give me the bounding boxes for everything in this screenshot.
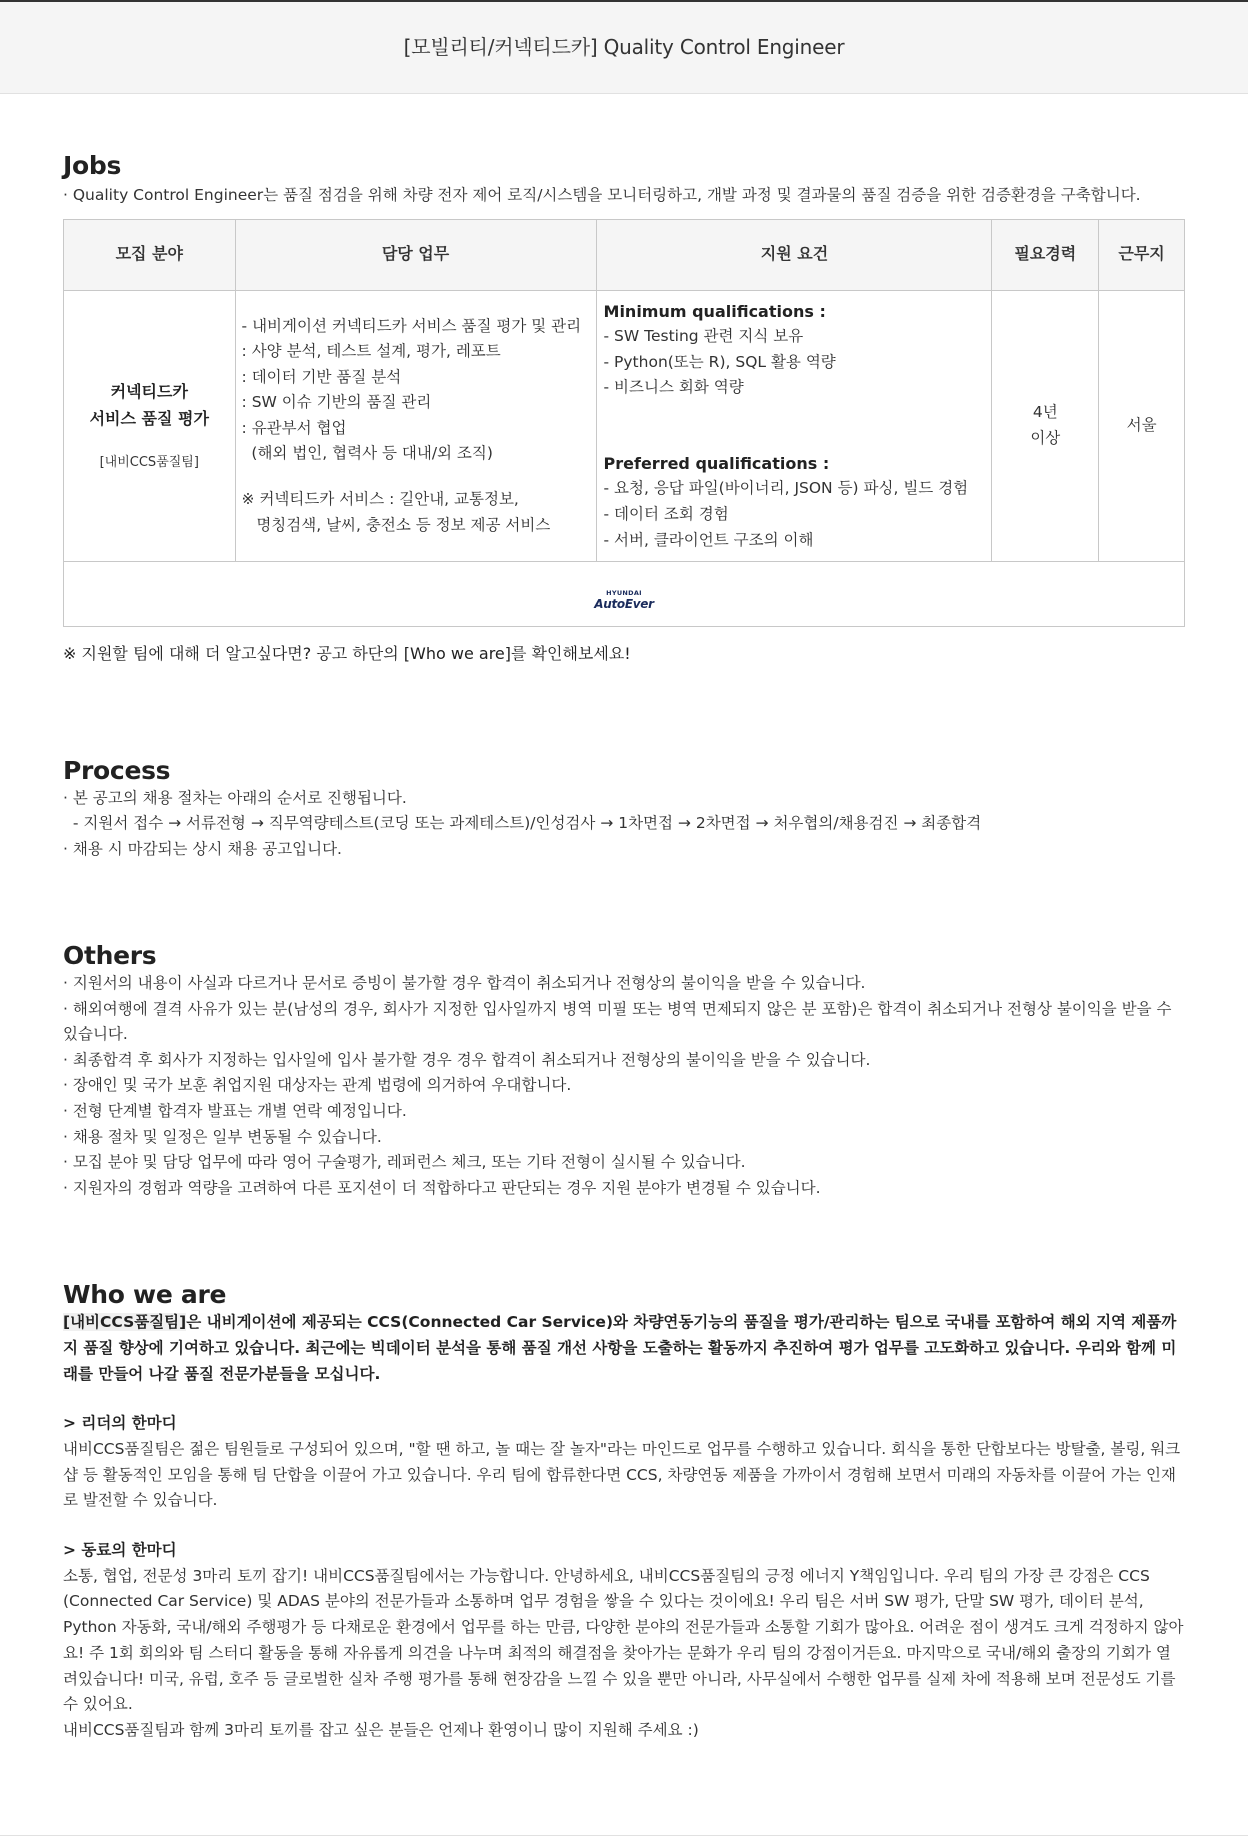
duty-note-line: 명칭검색, 날씨, 충전소 등 정보 제공 서비스 — [241, 515, 551, 534]
team-name: [내비CCS품질팀] — [63, 1313, 187, 1332]
experience-years: 4년 — [1032, 403, 1058, 422]
process-title: Process — [63, 755, 171, 785]
others-line: · 해외여행에 결격 사유가 있는 분(남성의 경우, 회사가 지정한 입사일까지 병역 미필 또는 병역 면제되지 않은 분 포함)은 합격이 취소되거나 전형상 불이익을 받을 수 있습니다. — [63, 999, 1172, 1044]
team-note: ※ 지원할 팀에 대해 더 알고싶다면? 공고 하단의 [Who we are]를 확인해보세요! — [63, 644, 631, 664]
duty-line: - 내비게이션 커넥티드카 서비스 품질 평가 및 관리 — [241, 316, 582, 335]
team-intro-text: 은 내비게이션에 제공되는 CCS(Connected Car Service)와 차량연동기능의 품질을 평가/관리하는 팀으로 국내를 포함하여 해외 지역 제품까지 품질 향상에 기여하고 있습니다. 최근에는 빅데이터 분석을 통해 품질 개선 사항을 도출하는 활동까지 추진하여 평가 업무를 고도화하고 있습니다. 우리와 함께 미래를 만들어 나갈 품질 전문가분들을 모십니다. — [63, 1313, 1177, 1383]
colleague-message-title: > 동료의 한마디 — [63, 1541, 177, 1560]
page-title: [모빌리티/커넥티드카] Quality Control Engineer — [403, 35, 845, 59]
duty-line: : 데이터 기반 품질 분석 — [241, 367, 402, 386]
others-line: · 지원서의 내용이 사실과 다르거나 문서로 증빙이 불가할 경우 합격이 취소되거나 전형상의 불이익을 받을 수 있습니다. — [63, 974, 866, 993]
leader-message: 내비CCS품질팀은 젊은 팀원들로 구성되어 있으며, "할 땐 하고, 놀 때는 잘 놀자"라는 마인드로 업무를 수행하고 있습니다. 회식을 통한 단합보다는 방탈출, 볼링, 워크샵 등 활동적인 모임을 통해 팀 단합을 이끌어 가고 있습니다. 우리 팀에 합류한다면 CCS, 차량연동 제품을 가까이서 경험해 보면서 미래의 자동차를 이끌어 가는 인재로 발전할 수 있습니다. — [63, 1439, 1181, 1510]
others-line: · 모집 분야 및 담당 업무에 따라 영어 구술평가, 레퍼런스 체크, 또는 기타 전형이 실시될 수 있습니다. — [63, 1153, 746, 1172]
hyundai-autoever-logo — [594, 590, 654, 610]
field-team: [내비CCS품질팀] — [99, 455, 199, 471]
location-cell — [1099, 290, 1185, 562]
process-steps: - 지원서 접수 → 서류전형 → 직무역량테스트(코딩 또는 과제테스트)/인성검사 → 1차면접 → 2차면접 → 처우협의/채용검진 → 최종합격 — [63, 814, 982, 833]
leader-message-title: > 리더의 한마디 — [63, 1414, 177, 1433]
logo-main-text: AutoEver — [594, 596, 654, 611]
duty-line: : SW 이슈 기반의 품질 관리 — [241, 393, 432, 412]
table-row — [64, 290, 1185, 562]
others-section — [63, 941, 1185, 1201]
logo-top-text: HYUNDAI — [606, 589, 642, 598]
process-section — [63, 756, 1185, 863]
others-line: · 장애인 및 국가 보훈 취업지원 대상자는 관계 법령에 의거하여 우대합니다. — [63, 1076, 572, 1095]
colleague-message: 소통, 협업, 전문성 3마리 토끼 잡기! 내비CCS품질팀에서는 가능합니다. 안녕하세요, 내비CCS품질팀의 긍정 에너지 Y책임입니다. 우리 팀의 가장 큰 강점은 CCS (Connected Car Service) 및 ADAS 분야의 전문가들과 소통하며 업무 경험을 쌓을 수 있다는 것이에요! 우리 팀은 서버 SW 평가, 단말 SW 평가, 데이터 분석, Python 자동화, 국내/해외 주행평가 등 다채로운 환경에서 업무를 하는 만큼, 다양한 분야의 전문가들과 소통할 기회가 많아요. 어려운 점이 생겨도 크게 걱정하지 않아요! 주 1회 회의와 팀 스터디 활동을 통해 자유롭게 의견을 나누며 최적의 해결점을 찾아가는 문화가 우리 팀의 강점이거든요. 마지막으로 국내/해외 출장의 기회가 열려있습니다! 미국, 유럽, 호주 등 글로벌한 실차 주행 평가를 통해 현장감을 느낄 수 있을 뿐만 아니라, 사무실에서 수행한 업무를 실제 차에 적용해 보며 전문성도 기를 수 있어요. — [63, 1566, 1184, 1714]
others-line: · 채용 절차 및 일정은 일부 변동될 수 있습니다. — [63, 1127, 382, 1146]
process-line: · 본 공고의 채용 절차는 아래의 순서로 진행됩니다. — [63, 788, 407, 807]
header-experience: 필요경력 — [992, 219, 1099, 290]
others-line: · 지원자의 경험과 역량을 고려하여 다른 포지션이 더 적합하다고 판단되는 경우 지원 분야가 변경될 수 있습니다. — [63, 1178, 821, 1197]
who-we-are-section — [63, 1280, 1185, 1743]
preferred-qualification: - 데이터 조회 경험 — [603, 505, 729, 523]
preferred-qualification: - 서버, 클라이언트 구조의 이해 — [603, 530, 814, 549]
who-we-are-title: Who we are — [63, 1280, 227, 1310]
experience-qualifier: 이상 — [1030, 428, 1061, 447]
field-title-line2: 서비스 품질 평가 — [89, 409, 209, 429]
minimum-qualifications-title: Minimum qualifications : — [603, 301, 826, 321]
jobs-section — [63, 94, 1185, 668]
process-line: · 채용 시 마감되는 상시 채용 공고입니다. — [63, 839, 342, 858]
closing-message: 내비CCS품질팀과 함께 3마리 토끼를 잡고 싶은 분들은 언제나 환영이니 많이 지원해 주세요 :) — [63, 1721, 699, 1740]
duty-spacer — [242, 467, 590, 487]
logo-cell — [64, 562, 1185, 627]
header-duty: 담당 업무 — [235, 219, 596, 290]
logo-row — [64, 562, 1185, 627]
duty-note-line: ※ 커넥티드카 서비스 : 길안내, 교통정보, — [241, 489, 519, 508]
duty-cell — [235, 290, 596, 562]
duty-line: : 사양 분석, 테스트 설계, 평가, 레포트 — [241, 342, 501, 361]
minimum-qualification: - 비즈니스 회화 역량 — [603, 378, 744, 397]
experience-cell — [992, 290, 1099, 562]
header-field: 모집 분야 — [64, 219, 236, 290]
location-value: 서울 — [1126, 416, 1157, 435]
jobs-table — [63, 219, 1185, 628]
page-header — [0, 0, 1248, 94]
minimum-qualification: - SW Testing 관련 지식 보유 — [603, 327, 804, 346]
minimum-qualification: - Python(또는 R), SQL 활용 역량 — [603, 352, 836, 371]
table-header-row — [64, 219, 1185, 290]
preferred-qualifications-title: Preferred qualifications : — [603, 453, 830, 473]
duty-line: : 유관부서 협업 — [241, 418, 347, 437]
team-intro — [63, 1310, 1185, 1387]
requirements-spacer — [604, 401, 986, 451]
main-content — [0, 94, 1248, 1744]
jobs-intro: · Quality Control Engineer는 품질 점검을 위해 차량 전자 제어 로직/시스템을 모니터링하고, 개발 과정 및 결과물의 품질 검증을 위한 검증환경을 구축합니다. — [63, 186, 1141, 204]
header-requirements: 지원 요건 — [596, 219, 992, 290]
requirements-cell — [596, 290, 992, 562]
others-title: Others — [63, 941, 157, 971]
preferred-qualification: - 요청, 응답 파일(바이너리, JSON 등) 파싱, 빌드 경험 — [603, 479, 969, 498]
field-cell — [64, 290, 236, 562]
field-title-line1: 커넥티드카 — [110, 381, 188, 401]
others-line: · 전형 단계별 합격자 발표는 개별 연락 예정입니다. — [63, 1102, 407, 1121]
duty-line: (해외 법인, 협력사 등 대내/외 조직) — [241, 444, 493, 463]
others-line: · 최종합격 후 회사가 지정하는 입사일에 입사 불가할 경우 경우 합격이 취소되거나 전형상의 불이익을 받을 수 있습니다. — [63, 1050, 871, 1069]
jobs-title: Jobs — [63, 151, 122, 180]
header-location: 근무지 — [1099, 219, 1185, 290]
